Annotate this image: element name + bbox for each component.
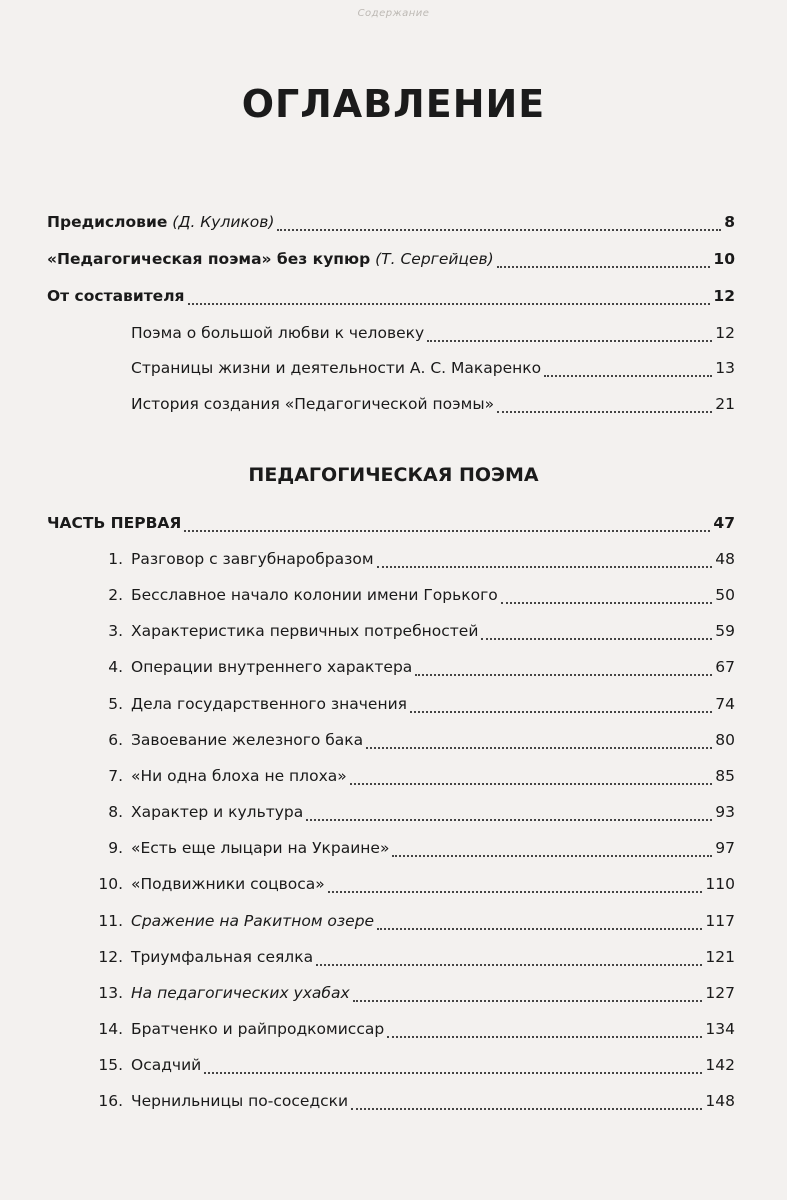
chapter-page: 50 — [715, 586, 735, 604]
part-title: ЧАСТЬ ПЕРВАЯ — [47, 514, 182, 532]
dot-leader — [501, 584, 713, 604]
chapter-title: На педагогических ухабах — [131, 984, 350, 1002]
chapter-page: 48 — [715, 550, 735, 568]
chapter-title: Осадчий — [131, 1056, 202, 1074]
chapter-entry — [93, 799, 735, 825]
toc-subentry — [131, 391, 735, 417]
toc-entry-no-cuts — [47, 246, 735, 272]
chapter-number: 4. — [108, 658, 123, 676]
dot-leader — [377, 548, 713, 568]
section-title: ПЕДАГОГИЧЕСКАЯ ПОЭМА — [248, 464, 539, 486]
chapter-number: 5. — [108, 695, 123, 713]
chapter-number: 12. — [98, 948, 123, 966]
chapter-title: Бесславное начало колонии имени Горького — [131, 586, 498, 604]
chapter-page: 110 — [705, 875, 735, 893]
entry-author: (Д. Куликов) — [172, 213, 275, 231]
chapter-page: 80 — [715, 731, 735, 749]
dot-leader — [366, 729, 712, 749]
dot-leader — [184, 512, 710, 532]
entry-title: Поэма о большой любви к человеку — [131, 324, 425, 342]
chapter-entry — [93, 763, 735, 789]
entry-page: 12 — [713, 287, 735, 305]
dot-leader — [427, 322, 712, 342]
chapter-entry — [93, 582, 735, 608]
toc-entry-preface — [47, 209, 735, 235]
dot-leader — [481, 620, 712, 640]
chapter-title: «Ни одна блоха не плоха» — [131, 767, 347, 785]
chapter-title: Братченко и райпродкомиссар — [131, 1020, 385, 1038]
running-header: Содержание — [357, 8, 430, 19]
entry-title: История создания «Педагогической поэмы» — [131, 395, 495, 413]
entry-title: Страницы жизни и деятельности А. С. Макаренко — [131, 359, 542, 377]
dot-leader — [544, 357, 712, 377]
chapter-number: 3. — [108, 622, 123, 640]
chapter-entry — [93, 618, 735, 644]
toc-subentry — [131, 320, 735, 346]
chapter-page: 127 — [705, 984, 735, 1002]
chapter-page: 59 — [715, 622, 735, 640]
chapter-page: 93 — [715, 803, 735, 821]
chapter-number: 9. — [108, 839, 123, 857]
chapter-title: «Есть еще лыцари на Украине» — [131, 839, 390, 857]
dot-leader — [415, 656, 712, 676]
chapter-number: 16. — [98, 1092, 123, 1110]
entry-page: 21 — [715, 395, 735, 413]
chapter-title: «Подвижники соцвоса» — [131, 875, 325, 893]
dot-leader — [387, 1018, 702, 1038]
entry-author: (Т. Сергейцев) — [375, 250, 494, 268]
chapter-page: 97 — [715, 839, 735, 857]
chapter-number: 6. — [108, 731, 123, 749]
chapter-number: 10. — [98, 875, 123, 893]
chapter-number: 8. — [108, 803, 123, 821]
dot-leader — [277, 211, 721, 231]
dot-leader — [351, 1090, 702, 1110]
chapter-entry — [93, 1088, 735, 1114]
dot-leader — [350, 765, 713, 785]
chapter-entry — [93, 835, 735, 861]
chapter-page: 117 — [705, 912, 735, 930]
chapter-entry — [93, 871, 735, 897]
chapter-number: 15. — [98, 1056, 123, 1074]
chapter-entry — [93, 944, 735, 970]
chapter-number: 1. — [108, 550, 123, 568]
toc-part-one — [47, 510, 735, 536]
chapter-number: 11. — [98, 912, 123, 930]
chapter-entry — [93, 908, 735, 934]
entry-page: 8 — [724, 213, 735, 231]
entry-page: 13 — [715, 359, 735, 377]
dot-leader — [328, 873, 703, 893]
chapter-number: 14. — [98, 1020, 123, 1038]
chapter-page: 142 — [705, 1056, 735, 1074]
chapter-title: Операции внутреннего характера — [131, 658, 413, 676]
dot-leader — [410, 693, 712, 713]
chapter-page: 121 — [705, 948, 735, 966]
chapter-number: 2. — [108, 586, 123, 604]
chapter-page: 67 — [715, 658, 735, 676]
chapter-title: Дела государственного значения — [131, 695, 407, 713]
dot-leader — [392, 837, 712, 857]
entry-page: 10 — [713, 250, 735, 268]
chapter-entry — [93, 727, 735, 753]
dot-leader — [497, 393, 712, 413]
dot-leader — [353, 982, 703, 1002]
chapter-page: 148 — [705, 1092, 735, 1110]
entry-title: От составителя — [47, 287, 185, 305]
chapter-title: Сражение на Ракитном озере — [131, 912, 375, 930]
chapter-title: Разговор с завгубнаробразом — [131, 550, 374, 568]
dot-leader — [204, 1054, 702, 1074]
chapter-entry — [93, 1052, 735, 1078]
chapter-title: Чернильницы по-соседски — [131, 1092, 349, 1110]
dot-leader — [316, 946, 702, 966]
dot-leader — [377, 910, 702, 930]
toc-subentry — [131, 355, 735, 381]
chapter-number: 13. — [98, 984, 123, 1002]
chapter-title: Триумфальная сеялка — [131, 948, 314, 966]
entry-title: Предисловие — [47, 213, 168, 231]
chapter-entry — [93, 691, 735, 717]
part-page: 47 — [713, 514, 735, 532]
chapter-number: 7. — [108, 767, 123, 785]
chapter-entry — [93, 980, 735, 1006]
chapter-entry — [93, 654, 735, 680]
chapter-entry — [93, 1016, 735, 1042]
toc-entry-compiler — [47, 283, 735, 309]
entry-title: «Педагогическая поэма» без купюр — [47, 250, 371, 268]
entry-page: 12 — [715, 324, 735, 342]
chapter-page: 134 — [705, 1020, 735, 1038]
dot-leader — [497, 248, 711, 268]
page-title: ОГЛАВЛЕНИЕ — [241, 82, 546, 126]
chapter-page: 74 — [715, 695, 735, 713]
chapter-title: Характер и культура — [131, 803, 304, 821]
dot-leader — [306, 801, 712, 821]
chapter-entry — [93, 546, 735, 572]
chapter-page: 85 — [715, 767, 735, 785]
chapter-title: Характеристика первичных потребностей — [131, 622, 479, 640]
dot-leader — [188, 285, 711, 305]
chapter-title: Завоевание железного бака — [131, 731, 364, 749]
